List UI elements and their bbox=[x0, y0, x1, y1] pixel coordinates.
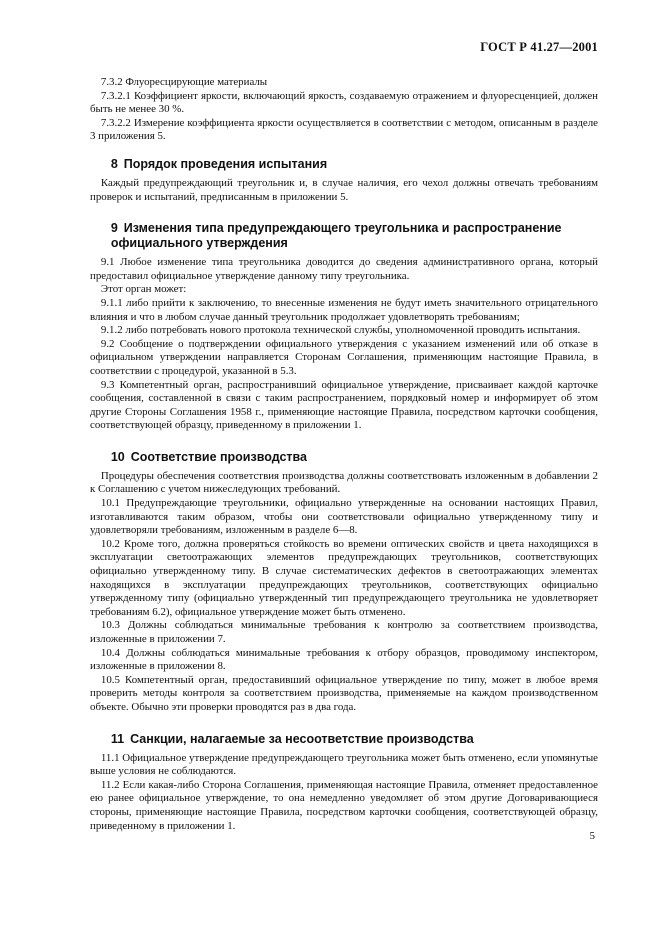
section-heading-10 bbox=[90, 450, 598, 465]
section-title: Изменения типа предупреждающего треугольника и распространение официального утверждения bbox=[110, 221, 562, 251]
section-heading-9 bbox=[90, 221, 598, 251]
paragraph-7-3-2-1: 7.3.2.1 Коэффициент яркости, включающий яркость, создаваемую отражением и флуоресценцией, должен быть не менее 30 %. bbox=[90, 89, 598, 116]
paragraph-9-1: 9.1 Любое изменение типа треугольника доводится до сведения административного органа, который предоставил официальное утверждение данному типу треугольника. bbox=[90, 256, 598, 282]
paragraph-11-2: 11.2 Если какая-либо Сторона Соглашения, применяющая настоящие Правила, отменяет предоставленное ею ранее официальное утверждение, то она немедленно уведомляет об этом другие Договаривающиеся стороны, применяющие настоящие Правила, посредством карточки сообщения, соответствующей образцу, приведенному в приложении 1. bbox=[90, 778, 598, 832]
paragraph-11-1: 11.1 Официальное утверждение предупреждающего треугольника может быть отменено, если упомянутые выше условия не соблюдаются. bbox=[90, 751, 598, 778]
section-title: Санкции, налагаемые за несоответствие производства bbox=[130, 731, 474, 746]
section-title: Соответствие производства bbox=[130, 449, 308, 464]
paragraph-10-4: 10.4 Должны соблюдаться минимальные требования к отбору образцов, проводимому инспектором, изложенные в приложении 8. bbox=[90, 646, 598, 673]
paragraph-10: Процедуры обеспечения соответствия производства должны соответствовать изложенным в добавлении 2 к Соглашению с учетом нижеследующих требований. bbox=[90, 469, 598, 496]
section-number: 8 bbox=[110, 156, 118, 171]
section-number: 11 bbox=[110, 731, 125, 746]
section-title: Порядок проведения испытания bbox=[123, 156, 328, 171]
paragraph-9-1-2: 9.1.2 либо потребовать нового протокола технической службы, уполномоченной проводить испытания. bbox=[100, 324, 581, 337]
section-heading-8 bbox=[90, 157, 598, 172]
paragraph-9-2: 9.2 Сообщение о подтверждении официального утверждения с указанием изменений или об отказе в официальном утверждении направляется Сторонам Соглашения, применяющим настоящие Правила, в соответствии с процедурой, указанной в 5.3. bbox=[90, 337, 598, 377]
paragraph-7-3-2: 7.3.2 Флуоресцирующие материалы bbox=[100, 76, 268, 88]
paragraph-9-3: 9.3 Компетентный орган, распространивший официальное утверждение, присваивает каждой карточке сообщения, составленной в связи с таким распространением, порядковый номер и информирует об этом другие Стороны Соглашения 1958 г., применяющие настоящие Правила, посредством карточки сообщения, соответствующей образцу, приведенному в приложении 1. bbox=[90, 378, 598, 432]
paragraph-7-3-2-2: 7.3.2.2 Измерение коэффициента яркости осуществляется в соответствии с методом, описанным в разделе 3 приложения 5. bbox=[90, 116, 598, 143]
paragraph-10-2: 10.2 Кроме того, должна проверяться стойкость во времени оптических свойств и цвета находящихся в эксплуатации светоотражающих элементов предупреждающих треугольников, соответствующих официально утвержденному типу. В случае систематических дефектов в светоотражающих элементах находящихся в эксплуатации предупреждающих треугольников, соответствующих официально утвержденному типу (официально утвержденный тип предупреждающего треугольника не удовлетворяет требованиям 6.2), официальное утверждение может быть отменено. bbox=[90, 537, 598, 618]
section-number: 10 bbox=[110, 449, 125, 464]
paragraph-9-1-b: Этот орган может: bbox=[100, 283, 187, 296]
paragraph-8: Каждый предупреждающий треугольник и, в случае наличия, его чехол должны отвечать требованиям проверок и испытаний, предписанным в приложении 5. bbox=[90, 176, 598, 203]
paragraph-10-5: 10.5 Компетентный орган, предоставивший официальное утверждение по типу, может в любое время проверить методы контроля за соответствием производства, применяемые на каждом производственном объекте. Обычно эти проверки проводятся раз в два года. bbox=[90, 673, 598, 713]
page-number: 5 bbox=[589, 830, 595, 842]
section-number: 9 bbox=[110, 221, 118, 236]
paragraph-10-3: 10.3 Должны соблюдаться минимальные требования к контролю за соответствием производства, изложенные в приложении 7. bbox=[90, 619, 598, 645]
paragraph-10-1: 10.1 Предупреждающие треугольники, официально утвержденные на основании настоящих Правил, изготавливаются таким образом, чтобы они соответствовали официально утвержденному типу и удовлетворяли требованиям, изложенным в разделе 6—8. bbox=[90, 497, 598, 537]
document-body bbox=[90, 76, 598, 833]
paragraph-9-1-1: 9.1.1 либо прийти к заключению, то внесенные изменения не будут иметь значительного отрицательного влияния и что в любом случае данный треугольник продолжает удовлетворять требованиям; bbox=[90, 296, 598, 323]
section-heading-11 bbox=[90, 732, 598, 747]
document-code: ГОСТ Р 41.27—2001 bbox=[480, 40, 598, 54]
